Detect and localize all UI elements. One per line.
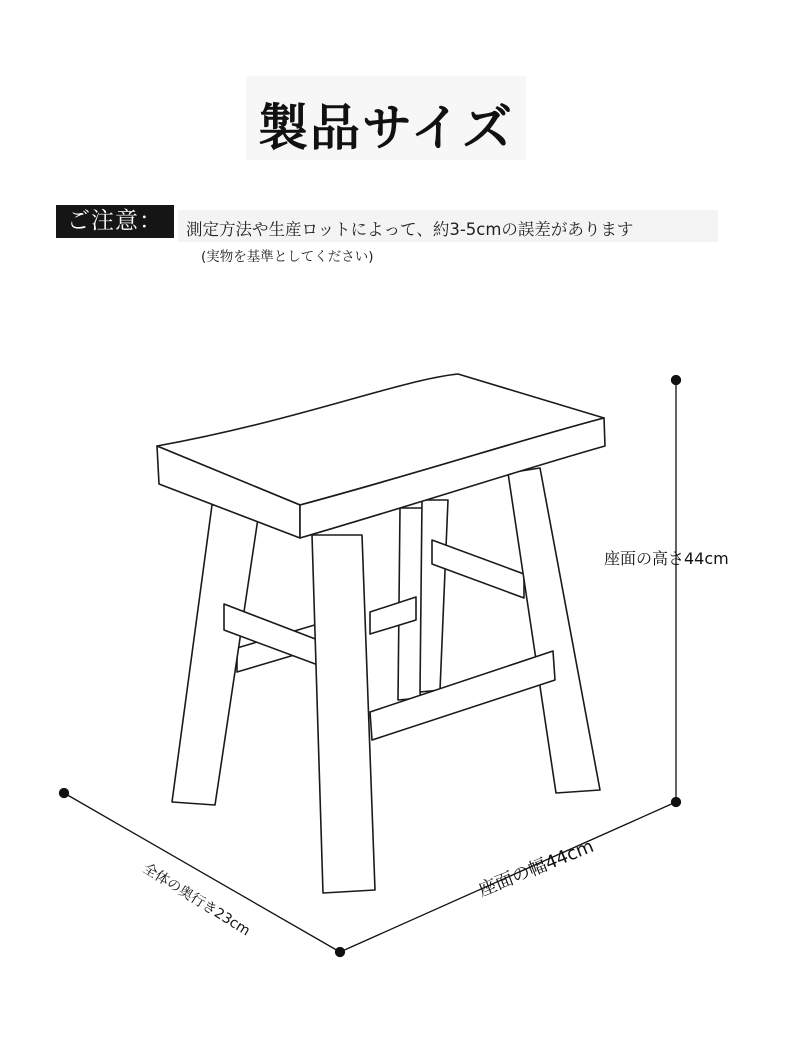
notice-text: 測定方法や生産ロットによって、約3-5cmの誤差があります: [186, 220, 634, 239]
page-title: 製品サイズ: [258, 99, 514, 157]
dimension-endpoint-height-top: [672, 376, 681, 385]
dimension-label-depth: 全体の奥行き23cm: [139, 860, 253, 940]
notice-subtext: (実物を基準としてください): [201, 249, 374, 265]
stool-leg-back-right: [420, 500, 448, 692]
dimension-label-width: 座面の幅44cm: [475, 835, 597, 902]
dimension-endpoint-depth: [60, 789, 69, 798]
stool-leg-right: [508, 468, 600, 793]
dimension-line-depth: [64, 793, 340, 952]
stool-rail-back: [432, 540, 524, 598]
stool-leg-front: [312, 535, 375, 893]
notice-label: ご注意：: [56, 205, 174, 238]
dimension-label-height: 座面の高さ44cm: [604, 549, 729, 568]
